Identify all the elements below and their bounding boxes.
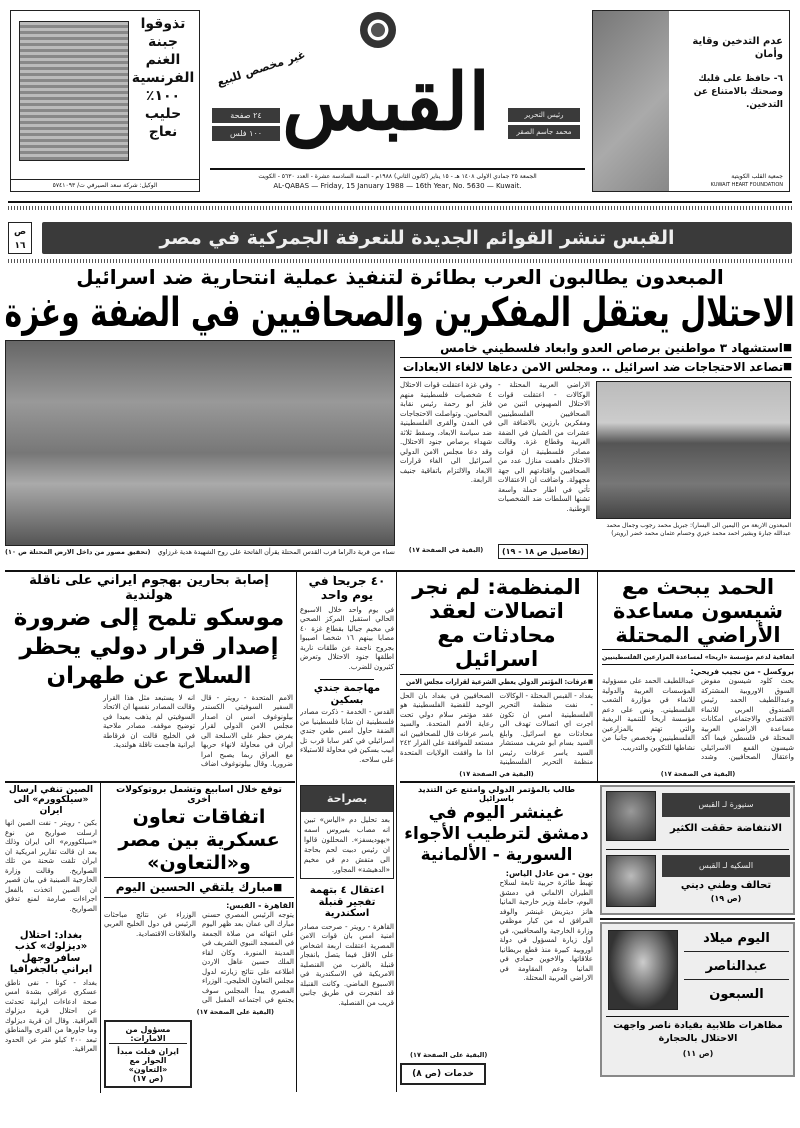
sarcasm-box (300, 785, 394, 879)
interview2-label: السكيه لـ القبس (662, 855, 790, 877)
hamad-byline: بروكسل - من نجيب فريحي: (690, 667, 794, 677)
photo-nasser (608, 930, 678, 1010)
dateline-english: AL-QABAS — Friday, 15 January 1988 — 16th Year, No. 5630 — Kuwait. (273, 182, 522, 190)
sarcasm-box-body: بعد تحليل دم «الياس» تبين انه مصاب بفيروس اسمه «يهوديسفز». المحللون قالوا ان رئيس دبيت لحم بحاجة الى متفش دم في مخيم «الدهيشة» المجاور. (304, 816, 390, 874)
china-body: بكين - رويتر - نفت الصين انها ارسلت صواريخ من نوع «سيلكوورم» الى ايران وذلك بعد ان قالت تقارير امريكية ان ايران تلقت شحنة من تلك الصواريخ. وقالت وزارة الخارجية الصينية في بيان قصير ان الصين اتخذت بالفعل اجراءات صارمة لمنع تدفق الصواريخ. (5, 819, 97, 913)
caption-ref[interactable]: (تحقيق مصور من داخل الارض المحتلة ص ١٠) (5, 548, 151, 556)
ad-line: الفرنسية (131, 70, 195, 86)
ad-line: الغنم (145, 52, 181, 68)
lead-bullet-2: ■ تصاعد الاحتجاجات ضد اسرائيل .. ومجلس الامن دعاها لالغاء الابعادات (400, 359, 792, 375)
newspaper-logo: القبس (282, 57, 490, 148)
interview1-label: سنيورة لـ القبس (662, 793, 790, 817)
egypt-continued[interactable]: (البقية على الصفحة ١٧) (196, 1008, 274, 1016)
alex-body: القاهرة - رويتر - صرحت مصادر امنية امس بان قوات الامن المصرية اعتقلت اربعة اشخاص على الاقل فيما يتصل بانفجار قنبلة بالقرب من القنصلية الامريكية في الاسكندرية في الاسبوع الماضي. وكانت القنبلة قد انفجرت في طريق جانبي قريب من القنصلية. (300, 922, 394, 1007)
moscow-kicker: إصابة بحارين بهجوم ايراني على ناقلة هولندية (29, 574, 269, 603)
wounded-story (300, 575, 394, 779)
plo-story (400, 575, 593, 779)
photo-deportees (596, 381, 791, 519)
banner-headline[interactable]: القبس تنشر القوائم الجديدة للتعرفة الجمركية في مصر (42, 222, 792, 254)
photo-caption-left (5, 548, 395, 556)
plo-subhead: ■ عرفات: المؤتمر الدولي يعطي الشرعية لقرارات مجلس الامن (400, 677, 593, 687)
editor-name: محمد جاسم الصقر (508, 125, 580, 139)
photo-sakiyeh (606, 855, 656, 907)
genscher-continued[interactable]: (البقية على الصفحة ١٧) (410, 1051, 488, 1059)
knife-attack-headline[interactable]: مهاجمة جندي بسكين (313, 683, 381, 706)
lead-headline[interactable]: الاحتلال يعتقل المفكرين والصحافيين في الضفة وغزة (4, 290, 796, 336)
not-for-sale-label: غير مخصص للبيع (215, 48, 307, 89)
page-count: ٢٤ صفحة (212, 108, 280, 123)
price: ١٠٠ فلس (212, 126, 280, 141)
ad-cheese[interactable] (10, 10, 200, 192)
plo-headline[interactable]: المنظمة: لم نجر اتصالات لعقد محادثات مع اسرائيل (412, 575, 581, 672)
knife-attack-body: القدس - الخدمة - ذكرت مصادر فلسطينية ان شابا فلسطينيا من الضفة حاول امس طعن جندي اسرائيلي في كفر سابا قرب تل ابيب بسكين في محاولة للاستيلاء على سلاحه. (300, 708, 394, 764)
uae-box-ref: (ص ١٧) (132, 1074, 164, 1083)
hamad-story (602, 575, 794, 779)
china-headline[interactable]: الصين تنفي ارسال «سيلكوورم» الى ايران (8, 785, 94, 816)
ad-line: جبنة (147, 34, 178, 50)
ad-line: حليب (144, 106, 182, 122)
egypt-headline[interactable]: اتفاقات تعاون عسكرية بين مصر و«التعاون» (118, 805, 280, 874)
plo-continued[interactable]: (البقية في الصفحة ١٧) (459, 770, 534, 778)
moscow-story (5, 574, 293, 779)
pages-price-box (212, 108, 280, 141)
interview2-ref: (ص ١٩) (710, 894, 742, 903)
egypt-story (104, 785, 294, 1088)
ad-org-en: KUWAIT HEART FOUNDATION (710, 182, 783, 188)
egypt-body: يتوجه الرئيس المصري حسني مبارك الى عمان بعد ظهر اليوم علي انتهائه من صلاة الجمعة في المسجد النبوي الشريف في المدينة المنورة. وكان لقاء الملك حسين عاهل الاردن اطلاعه على نتائج زيارته لدول مجلس التعاون الخليجي. الوزراء المصري يبدأ المجلس سوف يجتمع في اجتماعه المقبل الى الوزراء عن نتائج مباحثات الرئيس في دول الخليج العربي والعلاقات الاقتصادية. (104, 910, 294, 1005)
lead-details-ref[interactable]: (تفاصيل ص ١٨ - ١٩) (498, 544, 588, 559)
editor-label: رئيس التحرير (508, 108, 580, 122)
ad-cheese-product-image (19, 21, 129, 161)
photo-caption-right: المبعدون الاربعة من (اليمين الى اليسار): جبريل محمد رجوب وجمال محمد عبدالله جبارة وبشير احمد محمد خيري وحسام عثمان محمد خضر (رويتر) (606, 522, 791, 537)
genscher-body: تهبط طائرة حربية تابعة لسلاح الطيران الالماني في دمشق اليوم، حاملة وزير خارجية المانيا هانز ديتريش غينشر والوفد المرافق له من كبار موظفي وزارة الخارجية والصحافيين، في اول زيارة لمسؤول في دولة اوروبية كبيرة منذ قطع بريطانيا علاقاتها. والاخوين حمادي في المانيا ودعم المقاومة في الاراضي العربية المحتلة. (499, 879, 593, 983)
ad-line: ١٠٠٪ (145, 88, 181, 104)
genscher-headline[interactable]: غينشر اليوم في دمشق لترطيب الأجواء السورية - الألمانية (404, 803, 589, 866)
uae-box-title: مسؤول من الامارات: (109, 1025, 187, 1044)
ad-org: جمعية القلب الكويتية (731, 173, 783, 180)
genscher-kicker: طالب بالمؤتمر الدولي وامتنع عن التنديد باسرائيل (418, 785, 575, 804)
ad-line: نعاج (148, 124, 178, 140)
photo-seniora (606, 791, 656, 841)
nasser-title[interactable]: مظاهرات طلابية بقيادة ناصر واجهت الاحتلال بالحجارة (613, 1020, 783, 1044)
logo-emblem-icon (360, 12, 396, 48)
dateline-arabic: الجمعة ٢٥ جمادي الاولى ١٤٠٨ هـ - ١٥ يناير (كانون الثاني) ١٩٨٨م - السنة السادسة عشرة - العدد ٥٦٣٠ - الكويت (258, 173, 537, 180)
interview1-title[interactable]: الانتفاضة حققت الكثير (670, 823, 782, 834)
nasser-ref: (ص ١١) (682, 1049, 714, 1058)
ad-line: تذوقوا (140, 16, 186, 32)
egypt-kicker: توقع خلال اسابيع وتشمل بروتوكولات اخرى (116, 785, 282, 806)
hamad-continued[interactable]: (البقية في الصفحة ١٧) (660, 770, 736, 778)
banner-page-ref[interactable]: ص ١٦ (8, 222, 32, 254)
sarcasm-alex-column (300, 785, 394, 1085)
photo-village-women (5, 340, 395, 546)
hamad-subhead: اتفاقية لدعم مؤسسة «اريحا» لمساعدة المزارعين الفلسطينيين (602, 653, 794, 662)
ad-body: ٦- حافظ على قلبك وصحتك بالامتناع عن التدخين. (693, 74, 783, 110)
moscow-headline[interactable]: موسكو تلمح إلى ضرورة إصدار قرار دولي يحظر السلاح عن طهران (13, 604, 285, 689)
interviews-box (600, 785, 795, 915)
egypt-dateline: القاهرة - القبس: (226, 900, 294, 910)
caption-text: نساء من قرية دالراما قرب القدس المحتلة يقرأن الفاتحة على روح الشهيدة هدية غرزاوي (157, 548, 395, 556)
wounded-body: في يوم واحد خلال الاسبوع الحالي استقبل المركز الصحي في مخيم جباليا بقطاع غزة ٤٠ مصابا بينهم ١٦ شخصا اصيبوا بجروح ناجمة عن طلقات نارية اطلقها جنود الاحتلال وتعرض كثيرون للضرب. (300, 605, 394, 671)
services-box[interactable]: خدمات (ص ٨) (400, 1063, 486, 1085)
china-baghdad-column (5, 785, 97, 1085)
lead-bullet-1: ■ استشهاد ٣ مواطنين برصاص العدو وابعاد فلسطيني خامس (400, 340, 792, 356)
egypt-subhead: ■ مبارك يلتقي الحسين اليوم (104, 880, 294, 895)
ad-title: عدم التدخين وقاية وأمان (692, 36, 783, 60)
ad-footer: الوكيل: شركة سعد الصيرفي ت/ ٥٧٤١٠٩٣ (11, 179, 199, 191)
nasser-box (600, 922, 795, 1077)
lead-body-col2: وفي غزة اعتقلت قوات الاحتلال ٤ شخصيات فلسطينية منهم فايز ابو رحمة رئيس نقابة المحامين. وتواصلت الاحتجاجات في المدن والقرى الفلسطينية ضد سياسة الابعاد، وسقط ثلاثة شهداء برصاص جنود الاحتلال. وقد دعا مجلس الامن الدولي اسرائيل الى الغاء قرارات الابعاد والالتزام باتفاقية جنيف الرابعة. (400, 381, 492, 484)
ad-no-smoking-image (593, 11, 669, 191)
nasser-line-3: السبعون (709, 987, 764, 1002)
uae-box-body: ايران قبلت مبدأ الحوار مع «التعاون» (117, 1047, 179, 1074)
lead-body-col1: الاراضي العربية المحتلة - الوكالات - اعتقلت قوات الاحتلال الصهيوني اثنين من الصحافيين الفلسطينيين ومفكرين بارزين بالاضافة الى عشرات من الشبان في الضفة الغربية وقطاع غزة. وقالت مصادر فلسطينية ان قوات الاحتلال داهمت منازل عدد من الصحافيين واقتادتهم الى جهة مجهولة. واضافت ان الاعتقالات تأتي في اطار حملة واسعة تشنها السلطات ضد الشخصيات الوطنية. (498, 381, 590, 513)
hamad-headline[interactable]: الحمد يبحث مع شيسون مساعدة الأراضي المحتلة (612, 575, 784, 648)
alex-headline[interactable]: اعتقال ٤ بتهمة تفجير قنبلة اسكندرية (309, 885, 385, 919)
nasser-line-2: عبدالناصر (684, 958, 789, 980)
wounded-headline[interactable]: ٤٠ جريحاً في يوم واحد (308, 575, 386, 602)
plo-body: بغداد - القبس المحتلة - الوكالات - نفت منظمة التحرير الفلسطينية امس ان تكون اجرت اي اتصالات تهدف الى محادثات مع اسرائيل. وابلغ السيد بسام ابو شريف مستشار السيد ياسر عرفات رئيس منظمة التحرير الفلسطينية الصحافيين في بغداد بان الحل الوحيد للقضية الفلسطينية هو عقد مؤتمر سلام دولي تحت رعاية الامم المتحدة. والسيد ياسر عرفات قال للصحافيين انه مستعد للموافقة على القرار ٢٤٢ اذا ما وافقت الولايات المتحدة (400, 691, 593, 767)
genscher-story (400, 785, 593, 1085)
interview2-title[interactable]: تحالف وطني ديني (680, 880, 772, 891)
nasser-line-1: اليوم ميلاد (684, 930, 789, 952)
editor-box (508, 108, 580, 139)
ad-no-smoking[interactable] (592, 10, 790, 192)
baghdad-headline[interactable]: بغداد: احتلال «ديزلوك» كذب سافر وجهل ايراني بالجغرافيا (9, 929, 93, 976)
lead-kicker: المبعدون يطالبون العرب بطائرة لتنفيذ عملية انتحارية ضد اسرائيل (76, 265, 724, 289)
uae-box[interactable] (104, 1020, 192, 1088)
lead-continued[interactable]: (البقية في الصفحة ١٧) (408, 546, 484, 554)
genscher-byline: بون - من عادل الياس: (505, 869, 593, 879)
hamad-body: بحث كلود شيسون مفوض السوق الاوروبية المشتركة وعبداللطيف الحمد رئيس الصندوق العربي للانماء الاقتصادي والاجتماعي امكانات مساعدة الاراضي العربية المحتلة في فلسطين فيما أكد شيسون القمع الاسرائيلي واعتقال الصحافيين. وشدد عبداللطيف الحمد على مسؤولية المؤسسات العربية والدولية للانماء في مؤازرة الشعب الفلسطيني. ونص على دعم مؤسسة اريحا للتنمية الريفية والتي تهتم بالمزارعين الفلسطينيين وتخصص جانبا من نشاطها للتكوين والتدريب. (602, 677, 794, 762)
moscow-body: الامم المتحدة - رويتر - قال السفير السوفيتي الكسندر بيلونوغوف امس ان اصدار مجلس الامن الدولي لقرار يفرض حظر على الاسلحة الى ايران في محاولة لانهاء حربها مع العراق ربما يصبح امرا ضروريا. وقال بيلونوغوف اضاف انه لا يستبعد مثل هذا القرار وقالت المصادر نفسها ان الاتحاد السوفيتي لم يذهب بعيدا في توضيح موقفه. مصادر ملاحية في الخليج قالت ان فرقاطة ايرانية هاجمت ناقلة هولندية. (103, 693, 293, 769)
baghdad-body: بغداد - كونا - نفى ناطق عسكري عراقي بشدة امس صحة ادعاءات ايرانية تحدثت عن احتلال قرية ديزلوك العراقية. وقال ان قرية ديزلوك وما جاورها من القرى والمناطق تبعد ٢٠٠ كيلو متر عن الحدود العراقية. (5, 978, 97, 1054)
sarcasm-box-logo: بصراحة (301, 786, 393, 812)
